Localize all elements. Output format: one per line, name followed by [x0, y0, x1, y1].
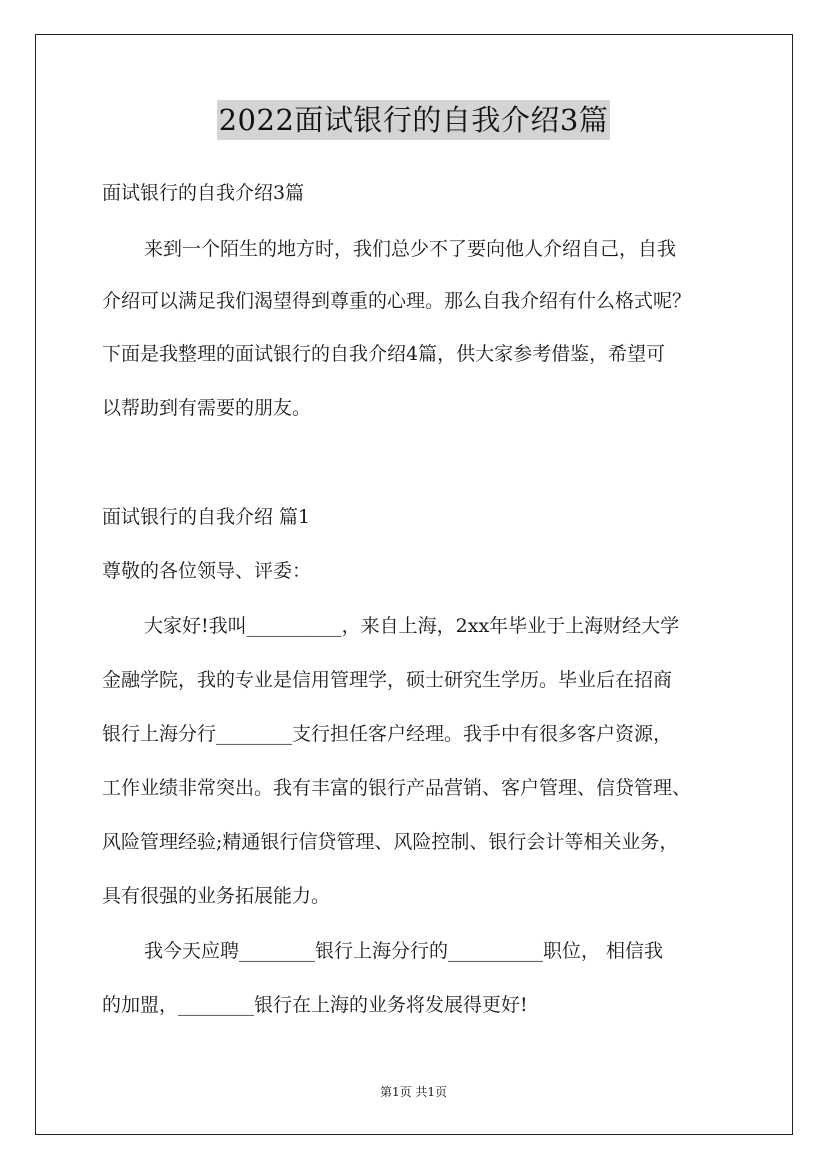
page-footer: 第1页 共1页 [379, 1085, 448, 1099]
paragraph-line: 风险管理经验;精通银行信贷管理、风险控制、银行会计等相关业务， [102, 831, 679, 853]
subtitle-line: 面试银行的自我介绍3篇 [102, 182, 305, 204]
title-container [0, 100, 827, 140]
paragraph-line: 我今天应聘________银行上海分行的__________职位， 相信我 [144, 940, 664, 962]
paragraph-line: 金融学院，我的专业是信用管理学，硕士研究生学历。毕业后在招商 [102, 669, 673, 691]
paragraph-line: 工作业绩非常突出。我有丰富的银行产品营销、客户管理、信贷管理、 [102, 777, 692, 799]
paragraph-line: 来到一个陌生的地方时，我们总少不了要向他人介绍自己，自我 [144, 238, 677, 260]
salutation-line: 尊敬的各位领导、评委： [102, 560, 312, 582]
paragraph-line: 以帮助到有需要的朋友。 [102, 397, 312, 419]
paragraph-line: 介绍可以满足我们渴望得到尊重的心理。那么自我介绍有什么格式呢？ [102, 290, 692, 312]
paragraph-line: 下面是我整理的面试银行的自我介绍4篇，供大家参考借鉴，希望可 [102, 343, 666, 365]
paragraph-line: 具有很强的业务拓展能力。 [102, 885, 331, 907]
paragraph-line: 的加盟，________银行在上海的业务将发展得更好! [102, 994, 528, 1016]
section-heading: 面试银行的自我介绍 篇1 [102, 506, 311, 528]
paragraph-line: 大家好!我叫__________，来自上海，2xx年毕业于上海财经大学 [144, 615, 680, 637]
paragraph-line: 银行上海分行________支行担任客户经理。我手中有很多客户资源， [102, 723, 673, 745]
page-title: 2022面试银行的自我介绍3篇 [217, 100, 611, 140]
